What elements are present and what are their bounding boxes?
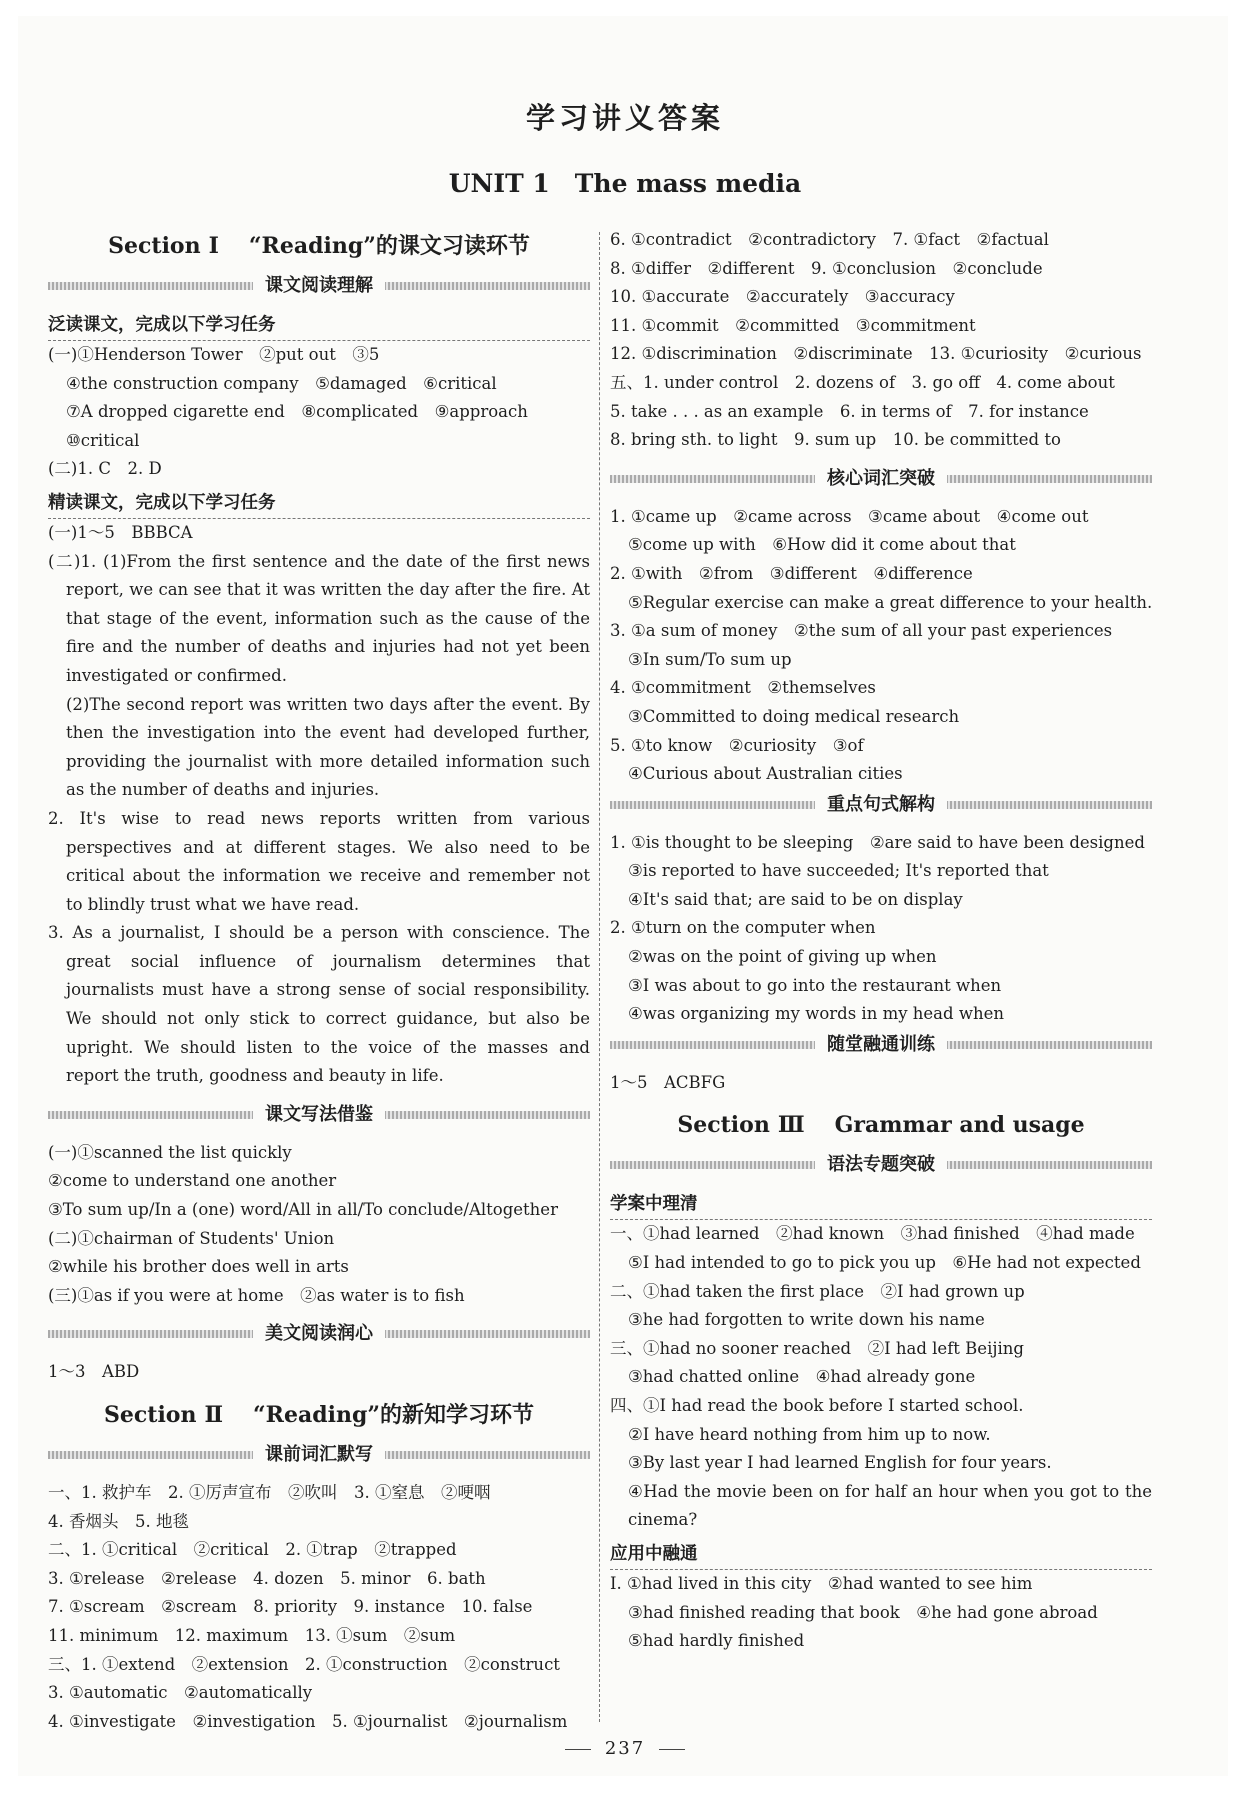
answer-line: ④Curious about Australian cities xyxy=(628,764,903,784)
answer-line: 3. ①automatic ②automatically xyxy=(48,1683,313,1703)
answer-line: ④was organizing my words in my head when xyxy=(628,1004,1004,1024)
section-1-title: Section Ⅰ “Reading”的课文习读环节 xyxy=(108,233,530,259)
answer-paragraph: ④Had the movie been on for half an hour when you got to the cinema? xyxy=(628,1481,1152,1530)
banner-reading-comprehension: 课文阅读理解 xyxy=(48,272,590,300)
section-3-title: Section Ⅲ Grammar and usage xyxy=(677,1112,1085,1139)
banner-vocabulary: 课前词汇默写 xyxy=(48,1441,590,1469)
subheading-close-read: 精读课文，完成以下学习任务 xyxy=(48,488,590,519)
page-title: 学习讲义答案 xyxy=(525,101,724,135)
answer-line: ③In sum/To sum up xyxy=(628,649,792,669)
answer-line: ⑤had hardly finished xyxy=(628,1631,805,1651)
answer-line: ③To sum up/In a (one) word/All in all/To conclude/Altogether xyxy=(48,1200,558,1220)
answer-line: 1～5 ACBFG xyxy=(610,1072,726,1092)
answer-line: 10. ①accurate ②accurately ③accuracy xyxy=(610,287,955,307)
answer-line: ②while his brother does well in arts xyxy=(48,1257,349,1277)
left-column xyxy=(48,226,590,1736)
answer-line: 2. ①with ②from ③different ④difference xyxy=(610,563,973,583)
answer-line: 6. ①contradict ②contradictory 7. ①fact ②factual xyxy=(610,230,1049,249)
answer-line: 8. bring sth. to light 9. sum up 10. be committed to xyxy=(610,430,1061,450)
answer-line: 一、1. 救护车 2. ①厉声宣布 ②吹叫 3. ①窒息 ②哽咽 xyxy=(48,1483,491,1502)
answer-line: ③he had forgotten to write down his name xyxy=(628,1310,985,1330)
answer-line: ②I have heard nothing from him up to now. xyxy=(628,1424,991,1444)
answer-line: 7. ①scream ②scream 8. priority 9. instance 10. false xyxy=(48,1597,533,1617)
banner-writing: 课文写法借鉴 xyxy=(48,1101,590,1129)
banner-sentence-patterns: 重点句式解构 xyxy=(610,791,1152,819)
answer-line: 5. ①to know ②curiosity ③of xyxy=(610,735,864,755)
answer-line: ②was on the point of giving up when xyxy=(628,947,937,967)
answer-line: (一)①Henderson Tower ②put out ③5 xyxy=(48,345,380,364)
answer-line: (二)①chairman of Students' Union xyxy=(48,1228,335,1248)
answer-line: (一)1～5 BBBCA xyxy=(48,522,193,542)
answer-paragraph: (2)The second report was written two days after the event. By then the investigation into the event had developed further, providing the journalist with more detailed information such as the number of deaths and injuries. xyxy=(66,694,590,800)
banner-grammar: 语法专题突破 xyxy=(610,1151,1152,1179)
answer-paragraph: 2. It's wise to read news reports written from various perspectives and at different stages. We also need to be critical about the information we receive and remember not to blindly trust what we have read. xyxy=(48,808,590,914)
subheading-learn: 学案中理清 xyxy=(610,1189,1152,1220)
answer-line: ⑩critical xyxy=(66,430,140,450)
answer-line: 4. ①investigate ②investigation 5. ①journalist ②journalism xyxy=(48,1711,568,1731)
answer-line: 三、①had no sooner reached ②I had left Beijing xyxy=(610,1338,1024,1358)
answer-line: 8. ①differ ②different 9. ①conclusion ②conclude xyxy=(610,258,1043,278)
answer-line: 4. ①commitment ②themselves xyxy=(610,678,876,698)
unit-title: UNIT 1 The mass media xyxy=(448,169,802,198)
answer-line: 二、1. ①critical ②critical 2. ①trap ②trapped xyxy=(48,1540,457,1560)
right-column xyxy=(610,226,1152,1656)
answer-line: 四、①I had read the book before I started school. xyxy=(610,1396,1024,1415)
answer-line: 五、1. under control 2. dozens of 3. go off 4. come about xyxy=(610,372,1115,392)
answer-paragraph: 3. As a journalist, I should be a person with conscience. The great social influence of journalism determines that journalists must have a strong sense of social responsibility. We should not only stick to correct guidance, but also be upright. We should listen to the voice of the masses and report the truth, goodness and beauty in life. xyxy=(48,923,590,1086)
banner-core-vocabulary: 核心词汇突破 xyxy=(610,465,1152,493)
answer-line: (一)①scanned the list quickly xyxy=(48,1142,292,1162)
answer-line: Ⅰ. ①had lived in this city ②had wanted to see him xyxy=(610,1573,1033,1593)
answer-line: 三、1. ①extend ②extension 2. ①construction ②construct xyxy=(48,1654,560,1674)
answer-paragraph: (二)1. (1)From the first sentence and the date of the first news report, we can see that it was written the day after the fire. At that stage of the event, information such as the cause of the fire and the number of deaths and injuries had not yet been investigated or confirmed. xyxy=(48,551,590,685)
answer-line: 11. ①commit ②committed ③commitment xyxy=(610,315,976,335)
answer-line: ③I was about to go into the restaurant when xyxy=(628,975,1002,995)
answer-line: 1. ①is thought to be sleeping ②are said to have been designed xyxy=(610,832,1145,852)
answer-line: ⑤Regular exercise can make a great difference to your health. xyxy=(628,592,1153,612)
answer-line: ③is reported to have succeeded; It's reported that xyxy=(628,861,1049,881)
subheading-skim: 泛读课文，完成以下学习任务 xyxy=(48,310,590,341)
answer-line: ②come to understand one another xyxy=(48,1171,337,1191)
answer-line: 12. ①discrimination ②discriminate 13. ①curiosity ②curious xyxy=(610,344,1142,364)
page-number: 237 xyxy=(0,1738,1250,1759)
answer-line: ③had finished reading that book ④he had gone abroad xyxy=(628,1602,1098,1622)
answer-line: 4. 香烟头 5. 地毯 xyxy=(48,1511,189,1531)
answer-line: ⑦A dropped cigarette end ⑧complicated ⑨approach xyxy=(66,402,528,422)
answer-line: 2. ①turn on the computer when xyxy=(610,918,876,938)
answer-line: ⑤come up with ⑥How did it come about that xyxy=(628,535,1016,555)
answer-line: 3. ①a sum of money ②the sum of all your past experiences xyxy=(610,621,1113,641)
answer-line: (三)①as if you were at home ②as water is to fish xyxy=(48,1285,465,1305)
answer-line: 3. ①release ②release 4. dozen 5. minor 6. bath xyxy=(48,1568,486,1588)
answer-line: 5. take . . . as an example 6. in terms of 7. for instance xyxy=(610,401,1089,421)
section-2-title: Section Ⅱ “Reading”的新知学习环节 xyxy=(104,1402,534,1428)
answer-line: ⑤I had intended to go to pick you up ⑥He had not expected xyxy=(628,1253,1141,1273)
answer-line: ③had chatted online ④had already gone xyxy=(628,1367,976,1387)
answer-line: 1～3 ABD xyxy=(48,1362,140,1382)
answer-line: ③By last year I had learned English for four years. xyxy=(628,1453,1052,1473)
answer-line: 二、①had taken the first place ②I had grown up xyxy=(610,1281,1025,1301)
answer-line: 11. minimum 12. maximum 13. ①sum ②sum xyxy=(48,1625,456,1645)
answer-line: (二)1. C 2. D xyxy=(48,459,162,479)
column-divider xyxy=(599,232,600,1722)
answer-line: 1. ①came up ②came across ③came about ④come out xyxy=(610,506,1089,526)
answer-line: 一、①had learned ②had known ③had finished ④had made xyxy=(610,1224,1135,1244)
banner-in-class-training: 随堂融通训练 xyxy=(610,1031,1152,1059)
answer-line: ④the construction company ⑤damaged ⑥critical xyxy=(66,373,497,393)
answer-line: ③Committed to doing medical research xyxy=(628,706,960,726)
subheading-apply: 应用中融通 xyxy=(610,1539,1152,1570)
banner-reading-beauty: 美文阅读润心 xyxy=(48,1320,590,1348)
answer-line: ④It's said that; are said to be on display xyxy=(628,889,963,909)
